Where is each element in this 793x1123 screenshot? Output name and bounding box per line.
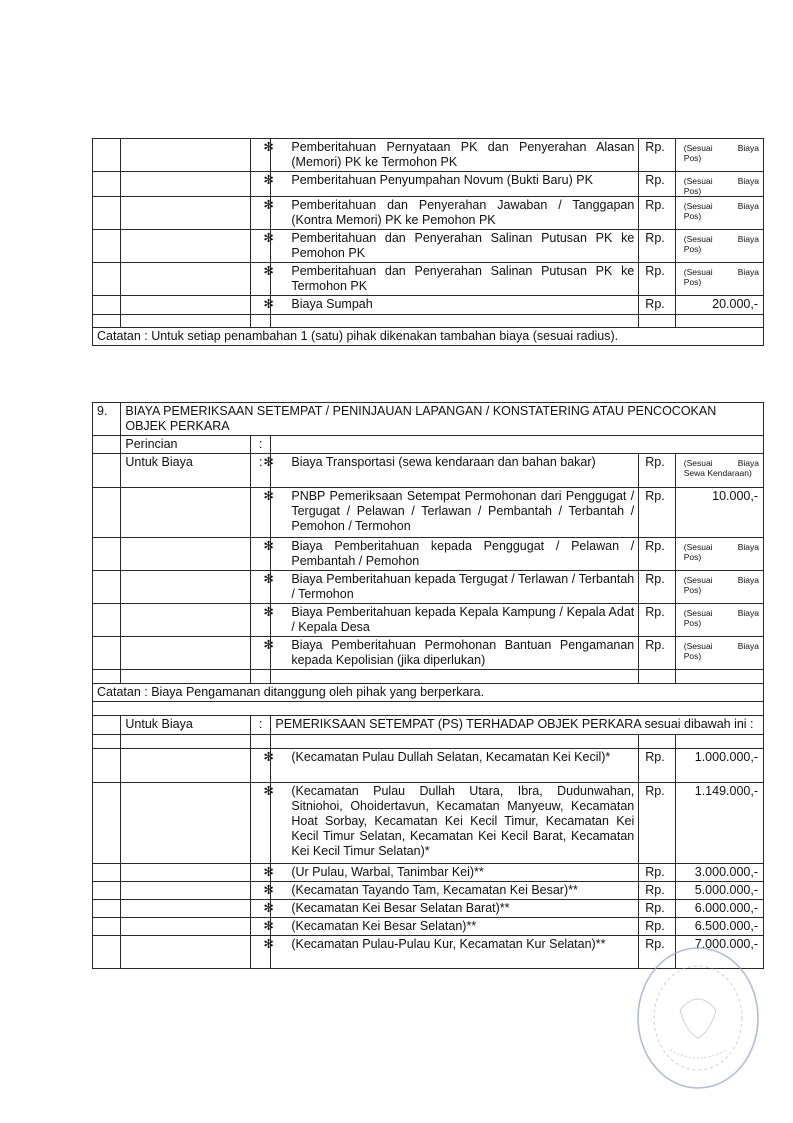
fee-amount: 6.000.000,-	[675, 900, 763, 918]
ps-item: ✻ (Kecamatan Pulau Dullah Selatan, Kecamatan Kei Kecil)*	[271, 749, 639, 783]
fee-cost: (Sesuai Biaya Pos)	[675, 139, 763, 172]
fee-amount: 6.500.000,-	[675, 918, 763, 936]
table-row	[93, 684, 764, 702]
table-row	[93, 315, 764, 328]
ps-item: ✻ (Kecamatan Kei Besar Selatan)**	[271, 918, 639, 936]
colon: :	[251, 716, 271, 735]
table-row	[93, 749, 764, 783]
table-row	[93, 735, 764, 749]
ps-item: ✻ (Kecamatan Pulau Dullah Utara, Ibra, Dudunwahan, Sitniohoi, Ohoidertavun, Kecamatan Manyeuw, Kecamatan Hoat Sorbay, Kecamatan Kei Kecil Timur, Kecamatan Kei Kecil Timur Selatan, Kecamatan Kei Kecil Barat, Kecamatan Kei Kecil Timur Selatan)*	[271, 783, 639, 864]
fee-cost: (Sesuai Biaya Pos)	[675, 172, 763, 197]
asterisk-icon: ✻	[263, 539, 274, 553]
currency-label: Rp.	[639, 197, 675, 230]
table-row	[93, 436, 764, 454]
ps-item: ✻ (Kecamatan Pulau-Pulau Kur, Kecamatan Kur Selatan)**	[271, 936, 639, 969]
table-row	[93, 230, 764, 263]
asterisk-icon: ✻	[263, 937, 274, 951]
currency-label: Rp.	[639, 538, 675, 571]
asterisk-icon: ✻	[263, 198, 274, 212]
fee-item: ✻ Pemberitahuan dan Penyerahan Salinan Putusan PK ke Termohon PK	[271, 263, 639, 296]
note-text: Catatan : Biaya Pengamanan ditanggung oleh pihak yang berperkara.	[93, 684, 764, 702]
fee-item: ✻ Pemberitahuan dan Penyerahan Jawaban / Tanggapan (Kontra Memori) PK ke Pemohon PK	[271, 197, 639, 230]
table-row	[93, 172, 764, 197]
table-row	[93, 900, 764, 918]
perincian-label: Perincian	[121, 436, 251, 454]
asterisk-icon: ✻	[263, 919, 274, 933]
fee-cost: (Sesuai Biaya Sewa Kendaraan)	[675, 454, 763, 488]
currency-label: Rp.	[639, 263, 675, 296]
table-row	[93, 571, 764, 604]
currency-label: Rp.	[639, 900, 675, 918]
untuk-biaya-label: Untuk Biaya	[121, 454, 251, 488]
table-row	[93, 139, 764, 172]
asterisk-icon: ✻	[263, 140, 274, 154]
asterisk-icon: ✻	[263, 784, 274, 798]
fee-cost: (Sesuai Biaya Pos)	[675, 604, 763, 637]
fee-amount: 3.000.000,-	[675, 864, 763, 882]
currency-label: Rp.	[639, 882, 675, 900]
asterisk-icon: ✻	[263, 297, 274, 311]
asterisk-icon: ✻	[263, 901, 274, 915]
table-row	[93, 637, 764, 670]
table-row	[93, 403, 764, 436]
table-row	[93, 882, 764, 900]
ps-item: ✻ (Ur Pulau, Warbal, Tanimbar Kei)**	[271, 864, 639, 882]
currency-label: Rp.	[639, 864, 675, 882]
asterisk-icon: ✻	[263, 264, 274, 278]
untuk-biaya-label: Untuk Biaya	[121, 716, 251, 735]
section-number: 9.	[93, 403, 121, 436]
currency-label: Rp.	[639, 454, 675, 488]
table-row	[93, 454, 764, 488]
fee-item: ✻ Biaya Pemberitahuan Permohonan Bantuan Pengamanan kepada Kepolisian (jika diperlukan)	[271, 637, 639, 670]
ps-item: ✻ (Kecamatan Tayando Tam, Kecamatan Kei Besar)**	[271, 882, 639, 900]
fee-cost: (Sesuai Biaya Pos)	[675, 263, 763, 296]
currency-label: Rp.	[639, 936, 675, 969]
currency-label: Rp.	[639, 918, 675, 936]
note-text: Catatan : Untuk setiap penambahan 1 (satu) pihak dikenakan tambahan biaya (sesuai radius).	[93, 328, 764, 346]
colon: :	[251, 436, 271, 454]
fee-amount: 7.000.000,-	[675, 936, 763, 969]
fee-cost: (Sesuai Biaya Pos)	[675, 637, 763, 670]
currency-label: Rp.	[639, 230, 675, 263]
asterisk-icon: ✻	[263, 750, 274, 764]
fee-item: ✻ PNBP Pemeriksaan Setempat Permohonan dari Penggugat / Tergugat / Pelawan / Terlawan / Pembantah / Terbantah / Pemohon / Termohon	[271, 488, 639, 538]
asterisk-icon: ✻	[263, 572, 274, 586]
fee-item: ✻ Biaya Transportasi (sewa kendaraan dan bahan bakar)	[271, 454, 639, 488]
table-row	[93, 538, 764, 571]
table-row	[93, 716, 764, 735]
table-row	[93, 864, 764, 882]
asterisk-icon: ✻	[263, 231, 274, 245]
fee-amount: 1.000.000,-	[675, 749, 763, 783]
table-row	[93, 702, 764, 716]
fee-cost: (Sesuai Biaya Pos)	[675, 230, 763, 263]
fee-table-pemeriksaan-setempat	[92, 402, 764, 969]
court-seal-stamp	[630, 940, 760, 1090]
currency-label: Rp.	[639, 749, 675, 783]
currency-label: Rp.	[639, 488, 675, 538]
fee-item: ✻ Pemberitahuan dan Penyerahan Salinan Putusan PK ke Pemohon PK	[271, 230, 639, 263]
asterisk-icon: ✻	[263, 865, 274, 879]
fee-table-pk	[92, 138, 764, 346]
currency-label: Rp.	[639, 604, 675, 637]
asterisk-icon: ✻	[263, 173, 274, 187]
table-row	[93, 604, 764, 637]
fee-amount: 10.000,-	[675, 488, 763, 538]
fee-item: ✻ Biaya Sumpah	[271, 296, 639, 315]
ps-item: ✻ (Kecamatan Kei Besar Selatan Barat)**	[271, 900, 639, 918]
currency-label: Rp.	[639, 139, 675, 172]
fee-amount: 5.000.000,-	[675, 882, 763, 900]
table-row	[93, 488, 764, 538]
table-row	[93, 918, 764, 936]
asterisk-icon: ✻	[263, 883, 274, 897]
table-row	[93, 197, 764, 230]
table-row	[93, 296, 764, 315]
fee-item: ✻ Biaya Pemberitahuan kepada Kepala Kampung / Kepala Adat / Kepala Desa	[271, 604, 639, 637]
fee-item: ✻ Biaya Pemberitahuan kepada Penggugat / Pelawan / Pembantah / Pemohon	[271, 538, 639, 571]
fee-cost: (Sesuai Biaya Pos)	[675, 538, 763, 571]
currency-label: Rp.	[639, 172, 675, 197]
asterisk-icon: ✻	[263, 489, 274, 503]
currency-label: Rp.	[639, 571, 675, 604]
fee-item: ✻ Pemberitahuan Penyumpahan Novum (Bukti Baru) PK	[271, 172, 639, 197]
table-row	[93, 670, 764, 684]
asterisk-icon: ✻	[263, 605, 274, 619]
currency-label: Rp.	[639, 296, 675, 315]
table-row	[93, 328, 764, 346]
asterisk-icon: ✻	[263, 638, 274, 652]
fee-cost: (Sesuai Biaya Pos)	[675, 197, 763, 230]
ps-heading: PEMERIKSAAN SETEMPAT (PS) TERHADAP OBJEK PERKARA sesuai dibawah ini :	[271, 716, 764, 735]
table-row	[93, 783, 764, 864]
fee-item: ✻ Biaya Pemberitahuan kepada Tergugat / Terlawan / Terbantah / Termohon	[271, 571, 639, 604]
section-title: BIAYA PEMERIKSAAN SETEMPAT / PENINJAUAN LAPANGAN / KONSTATERING ATAU PENCOCOKAN OBJEK PERKARA	[121, 403, 764, 436]
colon: :	[251, 454, 271, 488]
fee-item: ✻ Pemberitahuan Pernyataan PK dan Penyerahan Alasan (Memori) PK ke Termohon PK	[271, 139, 639, 172]
fee-amount: 20.000,-	[675, 296, 763, 315]
table-row	[93, 263, 764, 296]
currency-label: Rp.	[639, 783, 675, 864]
fee-amount: 1.149.000,-	[675, 783, 763, 864]
asterisk-icon: ✻	[263, 455, 274, 469]
fee-cost: (Sesuai Biaya Pos)	[675, 571, 763, 604]
currency-label: Rp.	[639, 637, 675, 670]
